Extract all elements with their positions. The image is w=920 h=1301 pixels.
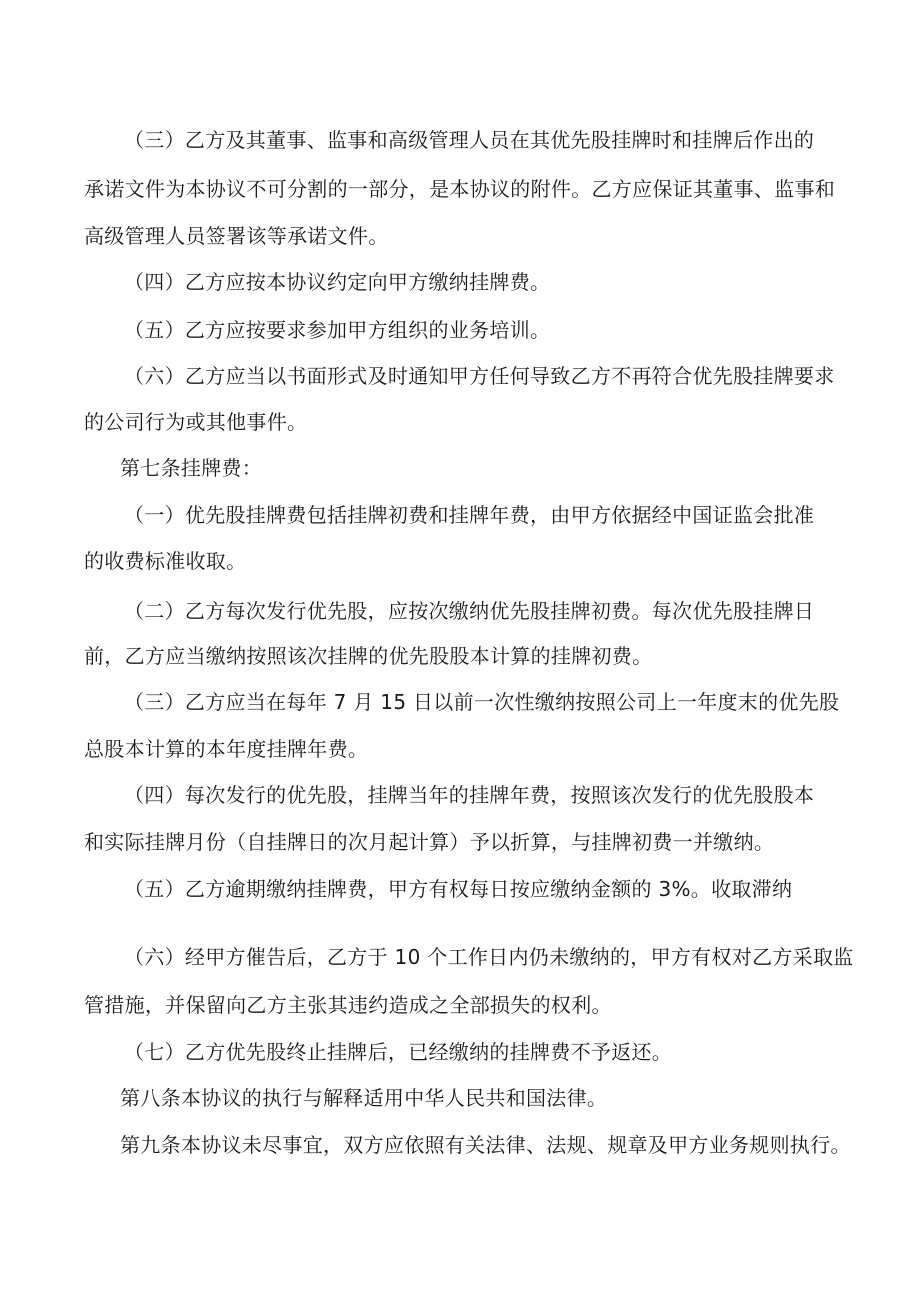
article-heading: 第九条本协议未尽事宜，双方应依照有关法律、法规、规章及甲方业务规则执行。: [120, 1133, 851, 1157]
text-line: 前，乙方应当缴纳按照该次挂牌的优先股股本计算的挂牌初费。: [84, 644, 653, 668]
text-line: （四）乙方应按本协议约定向甲方缴纳挂牌费。: [124, 270, 551, 294]
text-line: （二）乙方每次发行优先股，应按次缴纳优先股挂牌初费。每次优先股挂牌日: [124, 599, 815, 623]
text-line: （七）乙方优先股终止挂牌后，已经缴纳的挂牌费不予返还。: [124, 1040, 673, 1064]
article-heading: 第七条挂牌费：: [120, 456, 263, 480]
text-line: （六）经甲方催告后，乙方于 10 个工作日内仍未缴纳的，甲方有权对乙方采取监: [124, 945, 854, 969]
text-line: 和实际挂牌月份（自挂牌日的次月起计算）予以折算，与挂牌初费一并缴纳。: [84, 830, 775, 854]
text-line: 高级管理人员签署该等承诺文件。: [84, 224, 389, 248]
article-heading: 第八条本协议的执行与解释适用中华人民共和国法律。: [120, 1086, 608, 1110]
text-line: 总股本计算的本年度挂牌年费。: [84, 737, 369, 761]
text-line: 的收费标准收取。: [84, 549, 247, 573]
text-line: （四）每次发行的优先股，挂牌当年的挂牌年费，按照该次发行的优先股股本: [124, 783, 815, 807]
text-line: （一）优先股挂牌费包括挂牌初费和挂牌年费，由甲方依据经中国证监会批准: [124, 503, 815, 527]
text-line: （五）乙方应按要求参加甲方组织的业务培训。: [124, 318, 551, 342]
text-line: （六）乙方应当以书面形式及时通知甲方任何导致乙方不再符合优先股挂牌要求: [124, 364, 835, 388]
text-line: （五）乙方逾期缴纳挂牌费，甲方有权每日按应缴纳金额的 3%。收取滞纳: [124, 877, 793, 901]
text-line: （三）乙方及其董事、监事和高级管理人员在其优先股挂牌时和挂牌后作出的: [124, 128, 815, 152]
text-line: 的公司行为或其他事件。: [84, 410, 308, 434]
text-line: 承诺文件为本协议不可分割的一部分，是本协议的附件。乙方应保证其董事、监事和: [84, 177, 836, 201]
text-line: 管措施，并保留向乙方主张其违约造成之全部损失的权利。: [84, 993, 612, 1017]
text-line: （三）乙方应当在每年 7 月 15 日以前一次性缴纳按照公司上一年度末的优先股: [124, 690, 840, 714]
